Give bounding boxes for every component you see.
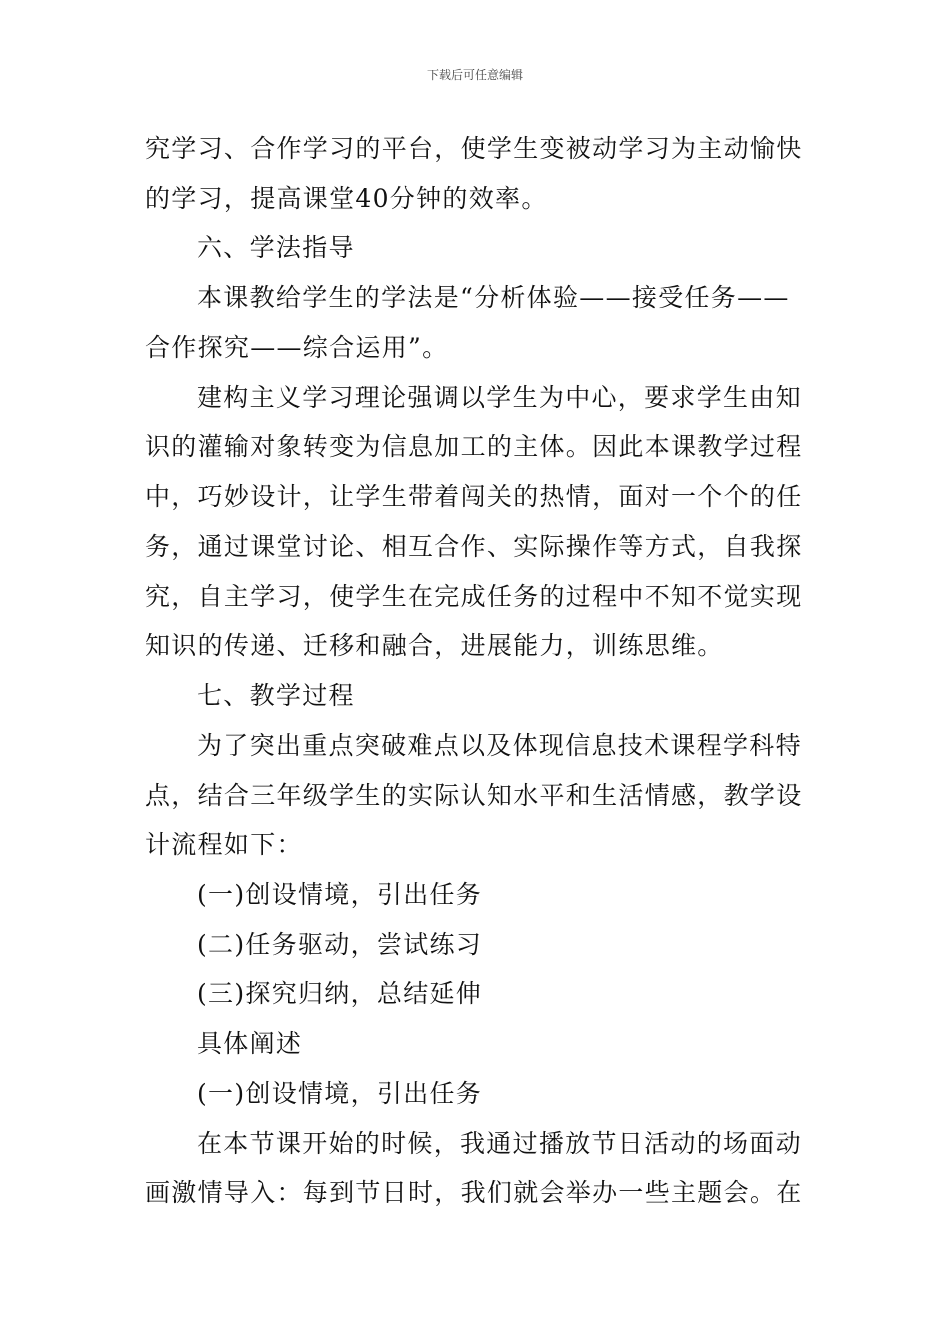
page-header: 下载后可任意编辑 — [426, 68, 523, 82]
section-heading: 七、教学过程 — [197, 681, 355, 710]
list-item: (二)任务驱动，尝试练习 — [197, 930, 483, 959]
body-line: 的学习，提高课堂40分钟的效率。 — [145, 184, 548, 213]
body-line: 中，巧妙设计，让学生带着闯关的热情，面对一个个的任 — [145, 482, 803, 511]
body-line: 画激情导入：每到节日时，我们就会举办一些主题会。在 — [145, 1178, 803, 1207]
body-line: 在本节课开始的时候，我通过播放节日活动的场面动 — [197, 1129, 802, 1158]
body-line: 知识的传递、迁移和融合，进展能力，训练思维。 — [145, 631, 724, 660]
body-line: 计流程如下： — [145, 830, 303, 859]
body-line: 务，通过课堂讨论、相互合作、实际操作等方式，自我探 — [145, 532, 803, 561]
body-line: 究学习、合作学习的平台，使学生变被动学习为主动愉快 — [145, 134, 803, 163]
body-line: 究，自主学习，使学生在完成任务的过程中不知不觉实现 — [145, 582, 803, 611]
body-line: 为了突出重点突破难点以及体现信息技术课程学科特 — [197, 731, 802, 760]
body-line: 识的灌输对象转变为信息加工的主体。因此本课教学过程 — [145, 432, 803, 461]
body-line: 点，结合三年级学生的实际认知水平和生活情感，教学设 — [145, 781, 803, 810]
list-item: (三)探究归纳，总结延伸 — [197, 979, 483, 1008]
subheading: (一)创设情境，引出任务 — [197, 1079, 483, 1108]
list-item: (一)创设情境，引出任务 — [197, 880, 483, 909]
subheading: 具体阐述 — [197, 1029, 303, 1058]
body-line: 建构主义学习理论强调以学生为中心，要求学生由知 — [197, 383, 802, 412]
body-line: 本课教给学生的学法是“分析体验——接受任务—— — [197, 283, 790, 312]
body-line: 合作探究——综合运用”。 — [145, 333, 449, 362]
section-heading: 六、学法指导 — [197, 233, 355, 262]
